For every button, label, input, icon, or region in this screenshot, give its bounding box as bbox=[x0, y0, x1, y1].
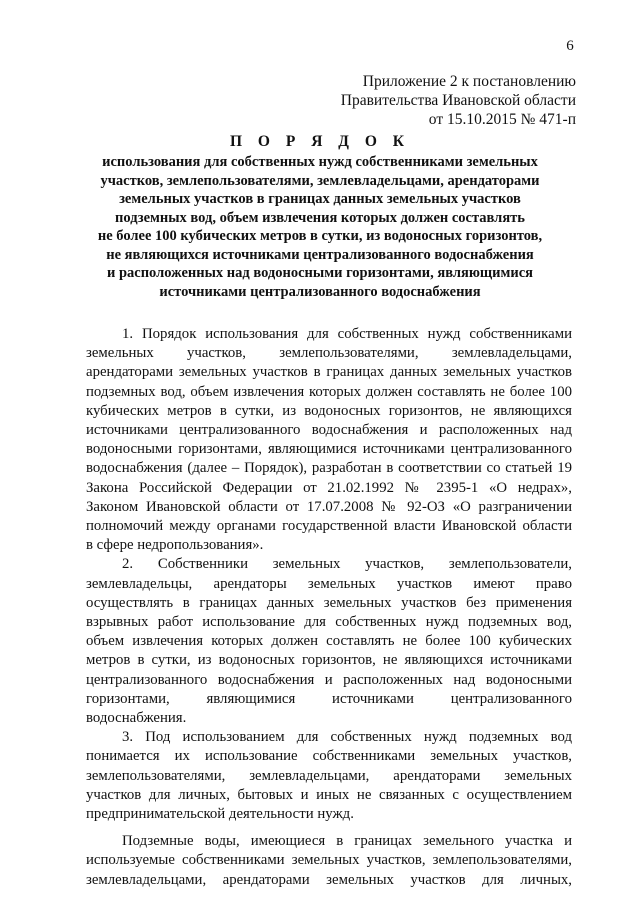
text-line: горизонтами, являющимися источниками централизованного bbox=[86, 690, 572, 707]
text-line: взрывных работ использование для собственных нужд подземных вод, bbox=[86, 614, 572, 631]
subtitle-line: и расположенных над водоносными горизонтами, являющимися bbox=[106, 265, 534, 281]
text-line: источниками централизованного водоснабжения и расположенных над bbox=[86, 422, 572, 439]
text-line: Подземные воды, имеющиеся в границах земельного участка и bbox=[122, 833, 572, 850]
text-line: водоносными горизонтами, являющимися источниками централизованного bbox=[86, 441, 572, 458]
paragraph-4 bbox=[86, 832, 572, 890]
text-line: участков для личных, бытовых и иных не связанных с осуществлением bbox=[86, 786, 572, 803]
text-line: арендаторами земельных участков в границах данных земельных участков bbox=[86, 364, 572, 381]
subtitle-line: источниками централизованного водоснабжения bbox=[159, 283, 481, 300]
text-line: землевладельцами, арендаторами земельных участков для личных, bbox=[86, 871, 572, 888]
text-line: централизованного водоснабжения и расположенных над водоносными bbox=[86, 671, 572, 688]
text-line: водоснабжения. bbox=[86, 710, 187, 727]
text-line: Закона Российской Федерации от 21.02.1992 № 2395-1 «О недрах», bbox=[86, 479, 572, 496]
text-line: понимается их использование собственниками земельных участков, bbox=[86, 748, 572, 765]
document-title: П О Р Я Д О К bbox=[230, 133, 410, 150]
paragraph-1 bbox=[86, 325, 572, 555]
text-line: 1. Порядок использования для собственных нужд собственниками bbox=[122, 326, 572, 342]
text-line: Законом Ивановской области от 17.07.2008 № 92-ОЗ «О разграничении bbox=[86, 498, 572, 515]
subtitle-line: использования для собственных нужд собственниками земельных bbox=[102, 154, 538, 170]
subtitle-line: участков, землепользователями, землевладельцами, арендаторами bbox=[100, 172, 540, 189]
text-line: объем извлечения которых должен составлять не более 100 кубических bbox=[86, 633, 572, 650]
text-line: осуществлять в границах данных земельных участков без применения bbox=[86, 594, 572, 611]
text-line: кубических метров в сутки, из водоносных горизонтов, не являющихся bbox=[86, 402, 572, 419]
text-line: используемые собственниками земельных участков, землепользователями, bbox=[86, 852, 572, 869]
text-line: землепользователями, землевладельцами, арендаторами земельных bbox=[86, 767, 572, 784]
appendix-header bbox=[341, 72, 576, 129]
document-subtitle bbox=[70, 153, 570, 301]
appendix-line: Приложение 2 к постановлению bbox=[362, 73, 576, 90]
subtitle-line: подземных вод, объем извлечения которых должен составлять bbox=[115, 209, 525, 226]
appendix-line: от 15.10.2015 № 471-п bbox=[428, 111, 576, 128]
subtitle-line: земельных участков в границах данных земельных участков bbox=[119, 191, 521, 207]
text-line: предпринимательской деятельности нужд. bbox=[86, 806, 354, 823]
text-line: подземных вод, объем извлечения которых должен составлять не более 100 bbox=[86, 383, 572, 400]
page-number: 6 bbox=[566, 38, 574, 54]
text-line: полномочий между органами государственной власти Ивановской области bbox=[86, 518, 572, 535]
text-line: 3. Под использованием для собственных нужд подземных вод bbox=[122, 729, 572, 746]
subtitle-line: не являющихся источниками централизованного водоснабжения bbox=[106, 246, 534, 263]
text-line: землевладельцы, арендаторы земельных участков имеют право bbox=[86, 575, 572, 592]
text-line: 2. Собственники земельных участков, землепользователи, bbox=[122, 556, 572, 573]
text-line: земельных участков, землепользователями, землевладельцами, bbox=[86, 345, 572, 362]
document-body bbox=[86, 325, 572, 890]
paragraph-3 bbox=[86, 728, 572, 824]
paragraph-spacer bbox=[86, 824, 572, 832]
appendix-line: Правительства Ивановской области bbox=[340, 92, 576, 109]
paragraph-2 bbox=[86, 555, 572, 728]
text-line: в сфере недропользования». bbox=[86, 537, 264, 554]
subtitle-line: не более 100 кубических метров в сутки, из водоносных горизонтов, bbox=[97, 228, 543, 244]
text-line: водоснабжения (далее – Порядок), разработан в соответствии со статьей 19 bbox=[86, 460, 572, 477]
text-line: метров в сутки, из водоносных горизонтов, не являющихся источниками bbox=[86, 652, 572, 669]
